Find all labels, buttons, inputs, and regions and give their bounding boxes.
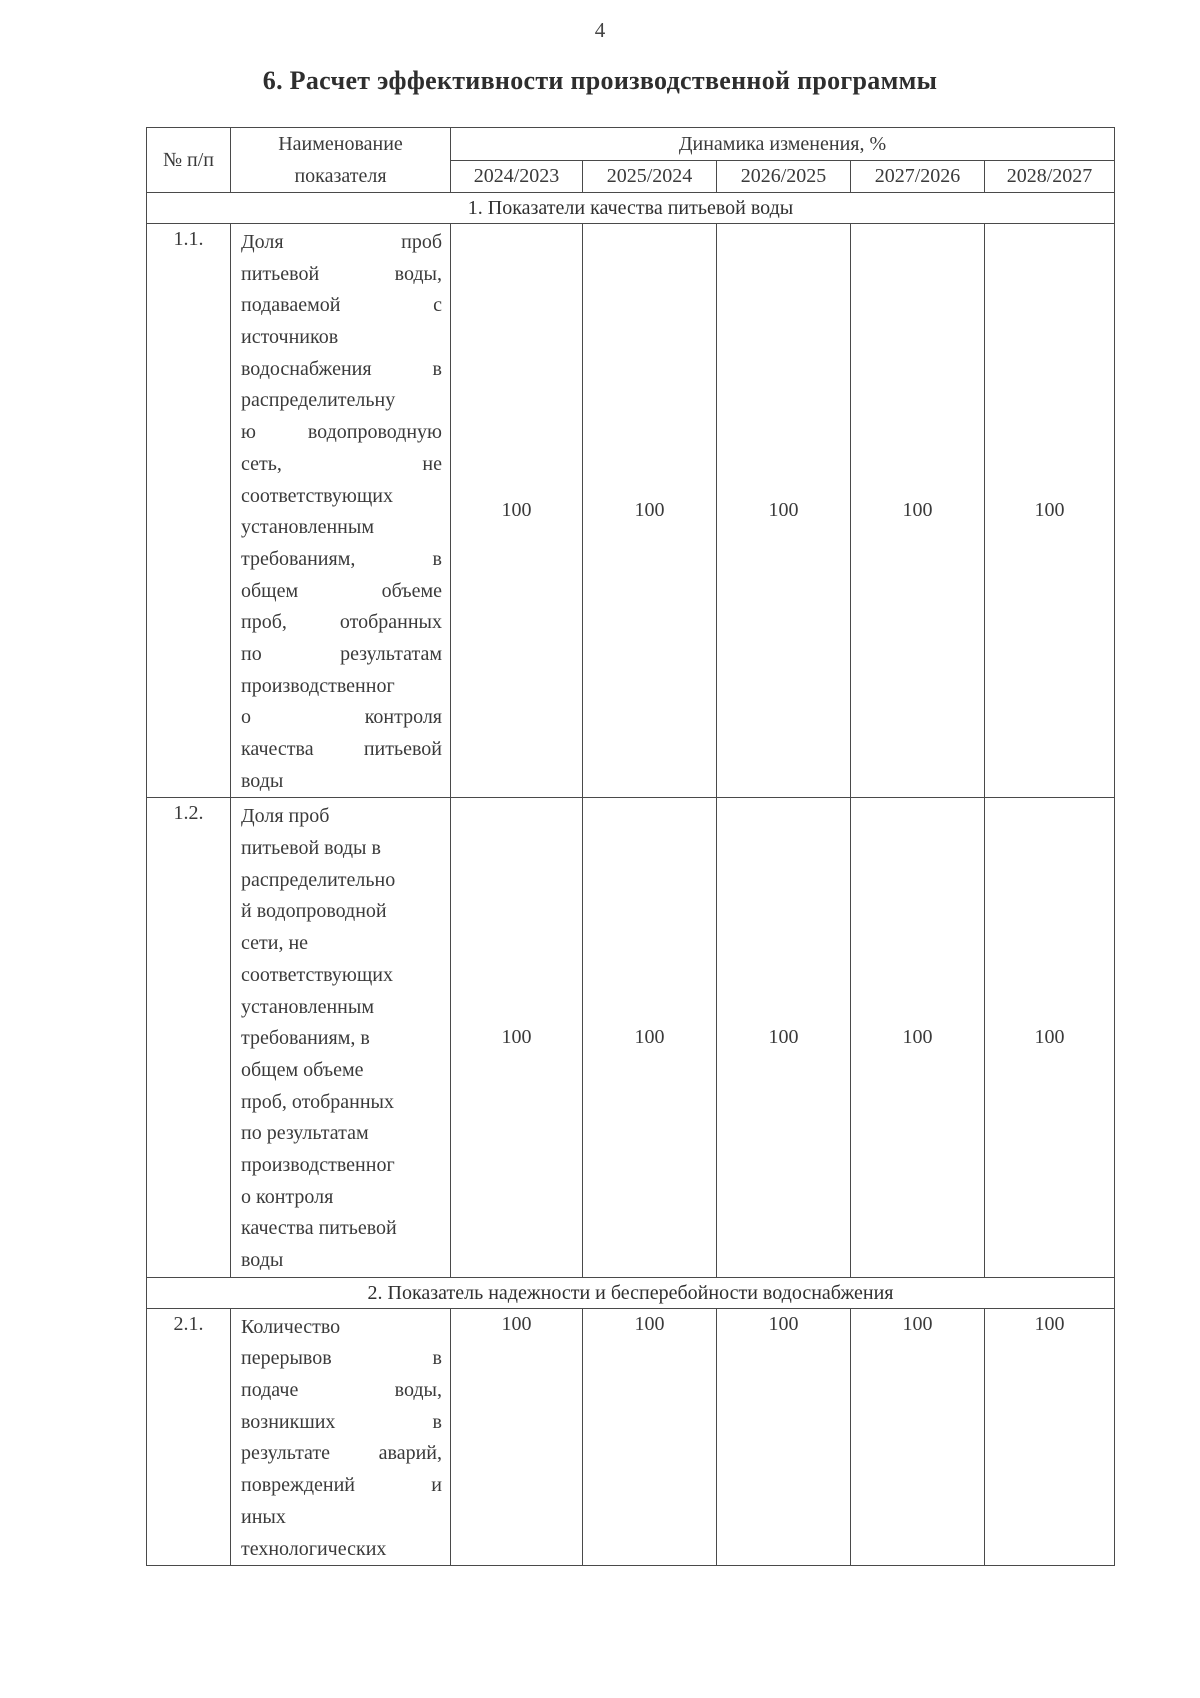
row-number: 2.1. (147, 1308, 231, 1566)
value-cell: 100 (451, 224, 583, 798)
table-row (147, 798, 1115, 1277)
indicator-name-line: распределительно (241, 868, 396, 891)
section-row (147, 193, 1115, 224)
indicator-name-line: Доля проб (241, 805, 330, 828)
indicator-name-line: установленным (241, 995, 374, 1018)
indicator-name-line: Количество (241, 1315, 341, 1338)
header-name-line2: показателя (294, 165, 387, 187)
indicator-name-line: результате аварий, (241, 1442, 442, 1465)
indicator-name-line: качества питьевой (241, 1217, 397, 1240)
indicator-name-line: й водопроводной (241, 900, 387, 923)
indicator-name-line: сеть, не (241, 452, 442, 475)
indicator-name-line: повреждений и (241, 1474, 442, 1497)
indicator-name-line: по результатам (241, 642, 442, 665)
header-name-line1: Наименование (278, 133, 403, 155)
table-row (147, 224, 1115, 798)
page-number: 4 (594, 18, 606, 42)
header-row-1 (147, 128, 1115, 161)
value-cell: 100 (451, 1308, 583, 1566)
value-cell: 100 (717, 224, 851, 798)
indicator-name (231, 1308, 451, 1566)
value-cell: 100 (851, 798, 985, 1277)
indicator-name-line: общем объеме (241, 1058, 364, 1081)
indicator-name-line: водоснабжения в (241, 357, 442, 380)
header-year: 2026/2025 (717, 160, 851, 193)
header-year: 2027/2026 (851, 160, 985, 193)
indicator-name-line: Доля проб (241, 231, 442, 253)
indicator-name-line: проб, отобранных (241, 1090, 394, 1113)
indicator-name-line: питьевой воды в (241, 837, 381, 860)
value-cell: 100 (583, 1308, 717, 1566)
indicator-name-line: соответствующих (241, 484, 393, 507)
indicator-name-line: иных (241, 1505, 286, 1528)
value-cell: 100 (851, 224, 985, 798)
indicator-name-line: подаче воды, (241, 1379, 442, 1402)
indicator-name-line: требованиям, в (241, 1027, 370, 1050)
indicator-name-line: производственног (241, 1153, 395, 1176)
value-cell: 100 (717, 798, 851, 1277)
header-year: 2024/2023 (451, 160, 583, 193)
indicator-name-line: сети, не (241, 932, 309, 955)
indicator-name-line: ю водопроводную (241, 421, 442, 444)
value-cell: 100 (985, 224, 1115, 798)
indicator-name-line: источников (241, 326, 339, 349)
indicator-name-line: воды (241, 1249, 284, 1271)
indicator-name (231, 798, 451, 1277)
section-row (147, 1277, 1115, 1308)
section-title: 1. Показатели качества питьевой воды (147, 193, 1115, 224)
value-cell: 100 (583, 224, 717, 798)
header-num: № п/п (147, 128, 231, 193)
value-cell: 100 (851, 1308, 985, 1566)
indicator-name-line: возникших в (241, 1410, 442, 1433)
efficiency-table (146, 127, 1115, 1566)
table-row (147, 1308, 1115, 1566)
value-cell: 100 (451, 798, 583, 1277)
indicator-name-line: подаваемой с (241, 294, 442, 317)
value-cell: 100 (985, 1308, 1115, 1566)
indicator-name-line: воды (241, 769, 284, 792)
indicator-name-line: о контроля (241, 1185, 334, 1208)
indicator-name-line: проб, отобранных (241, 611, 442, 634)
indicator-name-line: установленным (241, 516, 374, 539)
indicator-name-line: производственног (241, 674, 395, 697)
section-title: 2. Показатель надежности и бесперебойности водоснабжения (147, 1277, 1115, 1308)
value-cell: 100 (985, 798, 1115, 1277)
row-number: 1.1. (147, 224, 231, 798)
header-year: 2025/2024 (583, 160, 717, 193)
indicator-name-line: питьевой воды, (241, 262, 442, 285)
indicator-name-line: требованиям, в (241, 547, 442, 570)
header-name (231, 128, 451, 193)
indicator-name-line: распределительну (241, 389, 396, 412)
indicator-name (231, 224, 451, 798)
indicator-name-line: соответствующих (241, 963, 393, 986)
indicator-name-line: общем объеме (241, 579, 442, 602)
indicator-name-line: перерывов в (241, 1347, 442, 1370)
value-cell: 100 (717, 1308, 851, 1566)
document-title: 6. Расчет эффективности производственной программы (262, 66, 938, 95)
indicator-name-line: по результатам (241, 1122, 369, 1145)
indicator-name-line: технологических (241, 1537, 387, 1560)
row-number: 1.2. (147, 798, 231, 1277)
header-year: 2028/2027 (985, 160, 1115, 193)
indicator-name-line: качества питьевой (241, 738, 442, 760)
header-dynamics: Динамика изменения, % (451, 128, 1115, 161)
value-cell: 100 (583, 798, 717, 1277)
indicator-name-line: о контроля (241, 706, 442, 729)
